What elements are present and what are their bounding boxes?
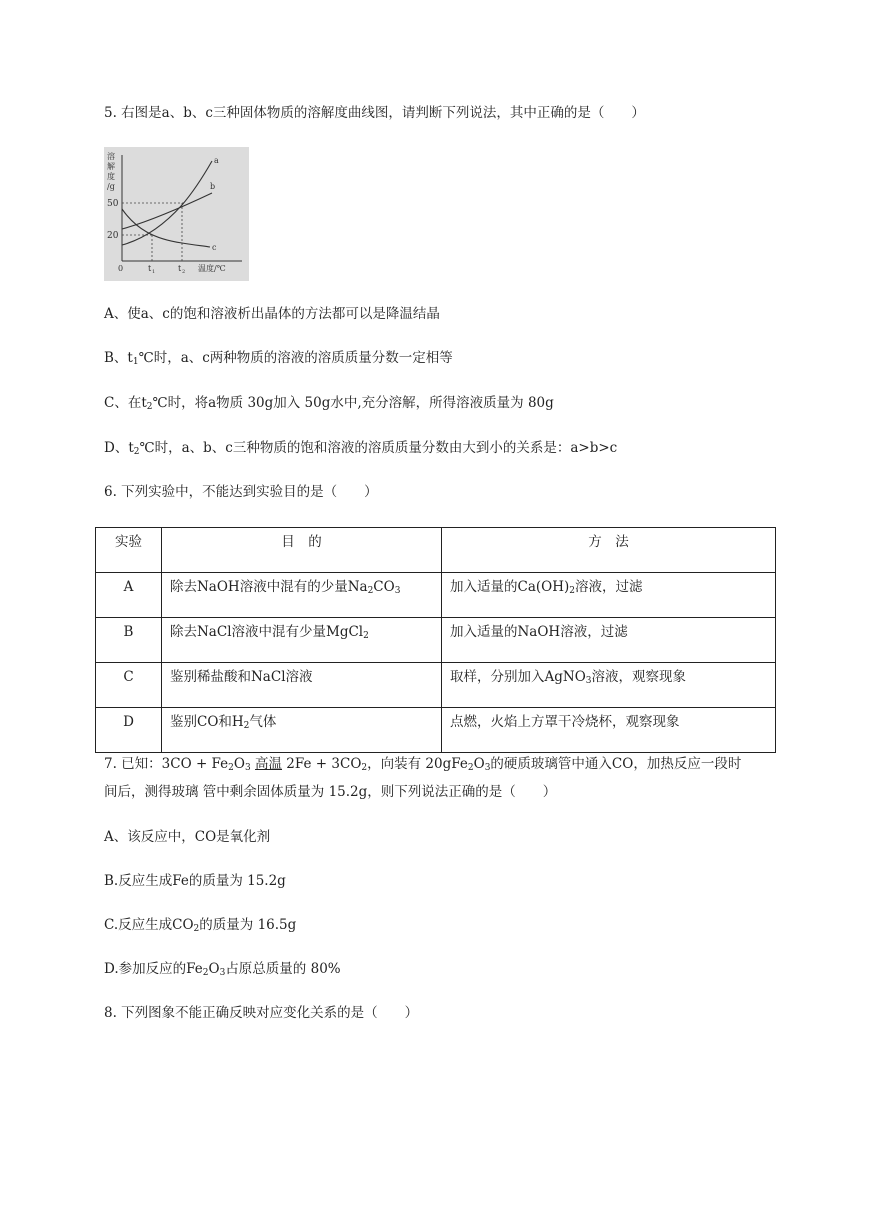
row-purpose: 鉴别CO和$H_2$气体 [162,708,442,753]
q5-option-a: A、使a、c的饱和溶液析出晶体的方法都可以是降温结晶 [104,306,440,322]
row-id: A [96,573,162,618]
xtick-t2: t [178,264,182,273]
header-purpose: 目 的 [162,528,442,573]
header-method: 方 法 [442,528,776,573]
ylabel-1: 溶 [107,152,115,161]
row-purpose: 除去NaCl溶液中混有少量MgCl$_2$ [162,618,442,663]
curve-c [122,209,210,247]
ylabel-3: 度 [107,172,115,181]
ytick-20: 20 [107,231,119,241]
row-id: D [96,708,162,753]
table-row [96,618,776,663]
q7-option-d: D.参加反应的$Fe_2O_3$占原总质量的 80% [104,961,341,978]
q7-stem-line1: 7. 已知：$3CO + Fe_2O_3$ 高温 $2Fe + 3CO_2$，向装有 $20gFe_2O_3$的硬质玻璃管中通入CO，加热反应一段时 [104,756,742,773]
row-method: 加入适量的$Ca(OH)_2$溶液，过滤 [442,573,776,618]
solubility-figure [104,147,249,281]
q5-option-b: B、$t_1℃$时，a、c两种物质的溶液的溶质质量分数一定相等 [104,350,453,367]
xtick-t1: t [148,264,152,273]
ytick-50: 50 [107,199,119,209]
header-experiment: 实验 [96,528,162,573]
row-method: 加入适量的NaOH溶液，过滤 [442,618,776,663]
row-id: B [96,618,162,663]
row-method: 点燃，火焰上方罩干冷烧杯，观察现象 [442,708,776,753]
q6-stem: 6. 下列实验中，不能达到实验目的是（ ） [104,484,378,500]
label-c: c [212,243,217,252]
table-header-row [96,528,776,573]
q5-option-c: C、在$t_2℃$时，将a物质 30g加入 50g水中,充分溶解，所得溶液质量为 80g [104,395,554,412]
q5-option-d: D、$t_2℃$时，a、b、c三种物质的饱和溶液的溶质质量分数由大到小的关系是：a>b>c [104,440,618,457]
xtick-t2-sub: 2 [182,269,186,275]
q7-stem-line2: 间后，测得玻璃 管中剩余固体质量为 15.2g，则下列说法正确的是（ ） [104,784,557,800]
row-purpose: 除去NaOH溶液中混有的少量$Na_2CO_3$ [162,573,442,618]
table-row [96,663,776,708]
ylabel-4: /g [107,182,115,191]
label-b: b [210,182,216,191]
q7-option-c: C.反应生成$CO_2$的质量为 16.5g [104,917,297,934]
q7-option-b: B.反应生成Fe的质量为 15.2g [104,873,286,889]
experiment-table [95,527,776,753]
row-method: 取样，分别加入AgNO$_3$溶液，观察现象 [442,663,776,708]
table-row [96,708,776,753]
q5-stem: 5. 右图是a、b、c三种固体物质的溶解度曲线图，请判断下列说法，其中正确的是（ ） [104,105,645,121]
ylabel-2: 解 [107,162,115,171]
q8-stem: 8. 下列图象不能正确反映对应变化关系的是（ ） [104,1005,419,1021]
xtick-t1-sub: 1 [152,269,156,275]
table-row [96,573,776,618]
label-a: a [214,156,219,165]
q7-option-a: A、该反应中，CO是氧化剂 [104,829,271,845]
xlabel: 温度/℃ [198,264,226,273]
reaction-condition: 高温 [255,756,283,772]
row-purpose: 鉴别稀盐酸和NaCl溶液 [162,663,442,708]
row-id: C [96,663,162,708]
xtick-0: 0 [118,264,124,273]
